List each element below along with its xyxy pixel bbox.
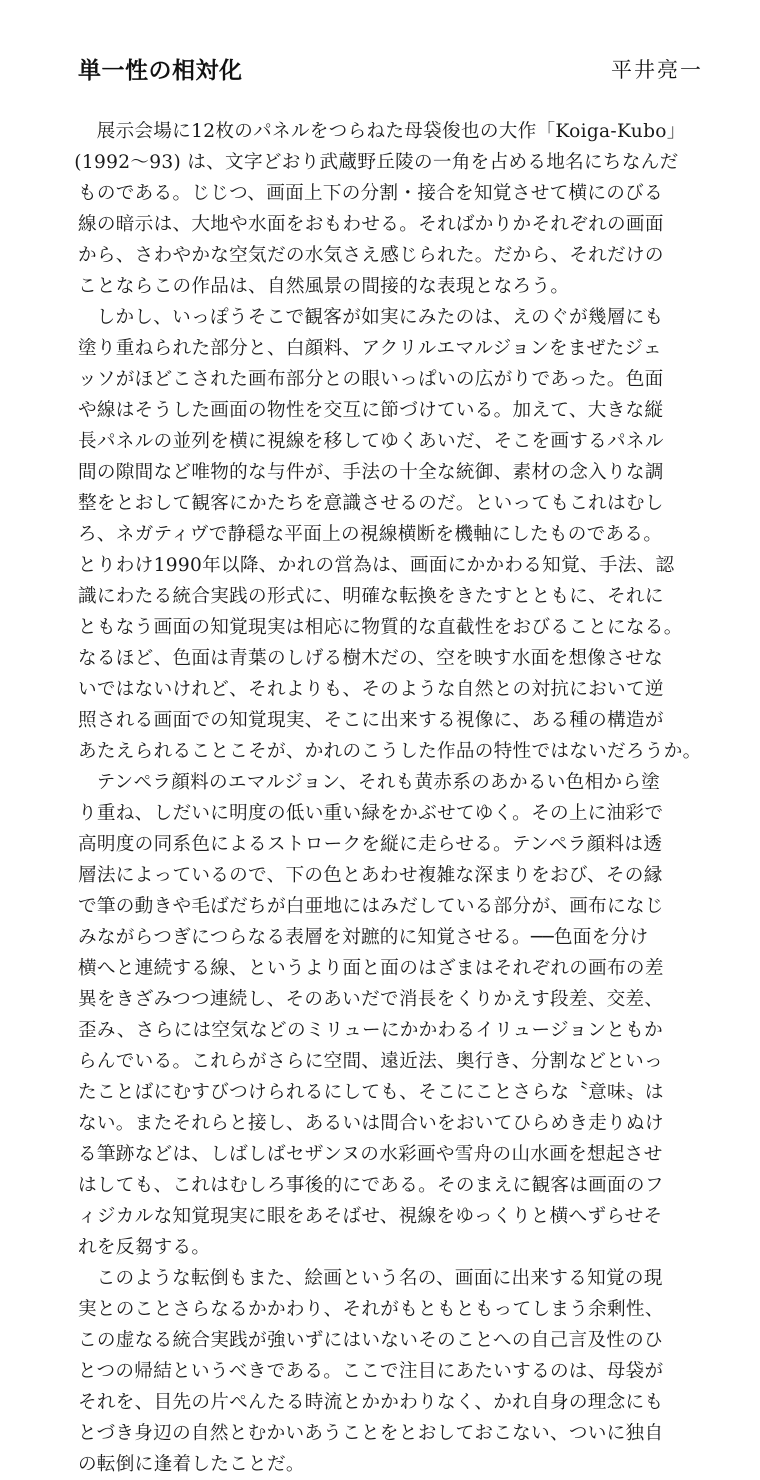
text-line: 層法によっているので、下の色とあわせ複雑な深まりをおび、その縁 <box>78 865 663 886</box>
text-line: とづき身辺の自然とむかいあうことをとおしておこない、ついに独自 <box>78 1423 664 1444</box>
text-line: ィジカルな知覚現実に眼をあそばせ、視線をゆっくりと横へずらせそ <box>78 1206 663 1227</box>
text-line: で筆の動きや毛ばだちが白亜地にはみだしている部分が、画布になじ <box>78 896 664 917</box>
text-line: る筆跡などは、しばしばセザンヌの水彩画や雪舟の山水画を想起させ <box>78 1144 663 1165</box>
text-line: 異をきざみつつ連続し、そのあいだで消長をくりかえす段差、交差、 <box>78 989 664 1010</box>
text-line: この虚なる統合実践が強いずにはいないそのことへの自己言及性のひ <box>78 1330 663 1351</box>
article-body <box>74 116 703 1480</box>
text-line: みながらつぎにつらなる表層を対蹠的に知覚させる。──色面を分け <box>78 927 649 948</box>
text-line: あたえられることこそが、かれのこうした作品の特性ではないだろうか。 <box>78 741 702 762</box>
paragraph-2 <box>78 302 703 767</box>
text-line: 間の隙間など唯物的な与件が、手法の十全な統御、素材の念入りな調 <box>78 462 664 483</box>
text-line: 歪み、さらには空気などのミリューにかかわるイリュージョンともか <box>78 1020 663 1041</box>
text-line: (1992〜93) は、文字どおり武蔵野丘陵の一角を占める地名にちなんだ <box>74 152 679 173</box>
text-line: 塗り重ねられた部分と、白顔料、アクリルエマルジョンをまぜたジェ <box>78 338 662 359</box>
text-line: はしても、これはむしろ事後的にである。そのまえに観客は画面のフ <box>78 1175 664 1196</box>
text-line: らんでいる。これらがさらに空間、遠近法、奥行き、分割などといっ <box>78 1051 663 1072</box>
text-line: 横へと連続する線、というより面と面のはざまはそれぞれの画布の差 <box>78 958 664 979</box>
text-line: とりわけ1990年以降、かれの営為は、画面にかかわる知覚、手法、認 <box>78 555 675 576</box>
text-line: 照される画面での知覚現実、そこに出来する視像に、ある種の構造が <box>78 710 664 731</box>
text-line: 識にわたる統合実践の形式に、明確な転換をきたすとともに、それに <box>78 586 664 607</box>
text-line: しかし、いっぽうそこで観客が如実にみたのは、えのぐが幾層にも <box>96 307 664 328</box>
text-line: ともなう画面の知覚現実は相応に物質的な直截性をおびることになる。 <box>78 617 683 638</box>
text-line: いではないけれど、それよりも、そのような自然との対抗において逆 <box>78 679 664 700</box>
text-line: ことならこの作品は、自然風景の間接的な表現となろう。 <box>78 276 570 297</box>
article-header <box>78 52 703 92</box>
paragraph-4 <box>78 1263 703 1480</box>
text-line: たことばにむすびつけられるにしても、そこにことさらな〝意味〟は <box>78 1082 664 1103</box>
text-line: テンペラ顔料のエマルジョン、それも黄赤系のあかるい色相から塗 <box>96 772 661 793</box>
text-line: とつの帰結というべきである。ここで注目にあたいするのは、母袋が <box>78 1361 664 1382</box>
text-line: り重ね、しだいに明度の低い重い緑をかぶせてゆく。その上に油彩で <box>78 803 664 824</box>
text-line: ッソがほどこされた画布部分との眼いっぱいの広がりであった。色面 <box>78 369 664 390</box>
text-line: ものである。じじつ、画面上下の分割・接合を知覚させて横にのびる <box>78 183 663 204</box>
text-line: 実とのことさらなるかかわり、それがもともともってしまう余剰性、 <box>78 1299 664 1320</box>
paragraph-1 <box>74 116 703 302</box>
article-title: 単一性の相対化 <box>78 58 243 84</box>
text-line: 長パネルの並列を横に視線を移してゆくあいだ、そこを画するパネル <box>78 431 664 452</box>
text-line: それを、目先の片ぺんたる時流とかかわりなく、かれ自身の理念にも <box>78 1392 664 1413</box>
paragraph-3 <box>78 767 703 1263</box>
text-line: 高明度の同系色によるストロークを縦に走らせる。テンペラ顔料は透 <box>78 834 663 855</box>
text-line: ない。またそれらと接し、あるいは間合いをおいてひらめき走りぬけ <box>78 1113 664 1134</box>
article-author: 平井亮一 <box>611 58 703 82</box>
text-line: ろ、ネガティヴで静穏な平面上の視線横断を機軸にしたものである。 <box>78 524 663 545</box>
text-line: から、さわやかな空気だの水気さえ感じられた。だから、それだけの <box>78 245 664 266</box>
text-line: れを反芻する。 <box>78 1237 211 1258</box>
text-line: 展示会場に12枚のパネルをつらねた母袋俊也の大作「Koiga-Kubo」 <box>96 121 686 142</box>
text-line: 整をとおして観客にかたちを意識させるのだ。といってもこれはむし <box>78 493 664 514</box>
text-line: や線はそうした画面の物性を交互に節づけている。加えて、大きな縦 <box>78 400 664 421</box>
text-line: なるほど、色面は青葉のしげる樹木だの、空を映す水面を想像させな <box>78 648 663 669</box>
text-line: 線の暗示は、大地や水面をおもわせる。そればかりかそれぞれの画面 <box>78 214 664 235</box>
text-line: このような転倒もまた、絵画という名の、画面に出来する知覚の現 <box>96 1268 663 1289</box>
article <box>74 52 703 1480</box>
text-line: の転倒に逢着したことだ。 <box>78 1454 305 1475</box>
